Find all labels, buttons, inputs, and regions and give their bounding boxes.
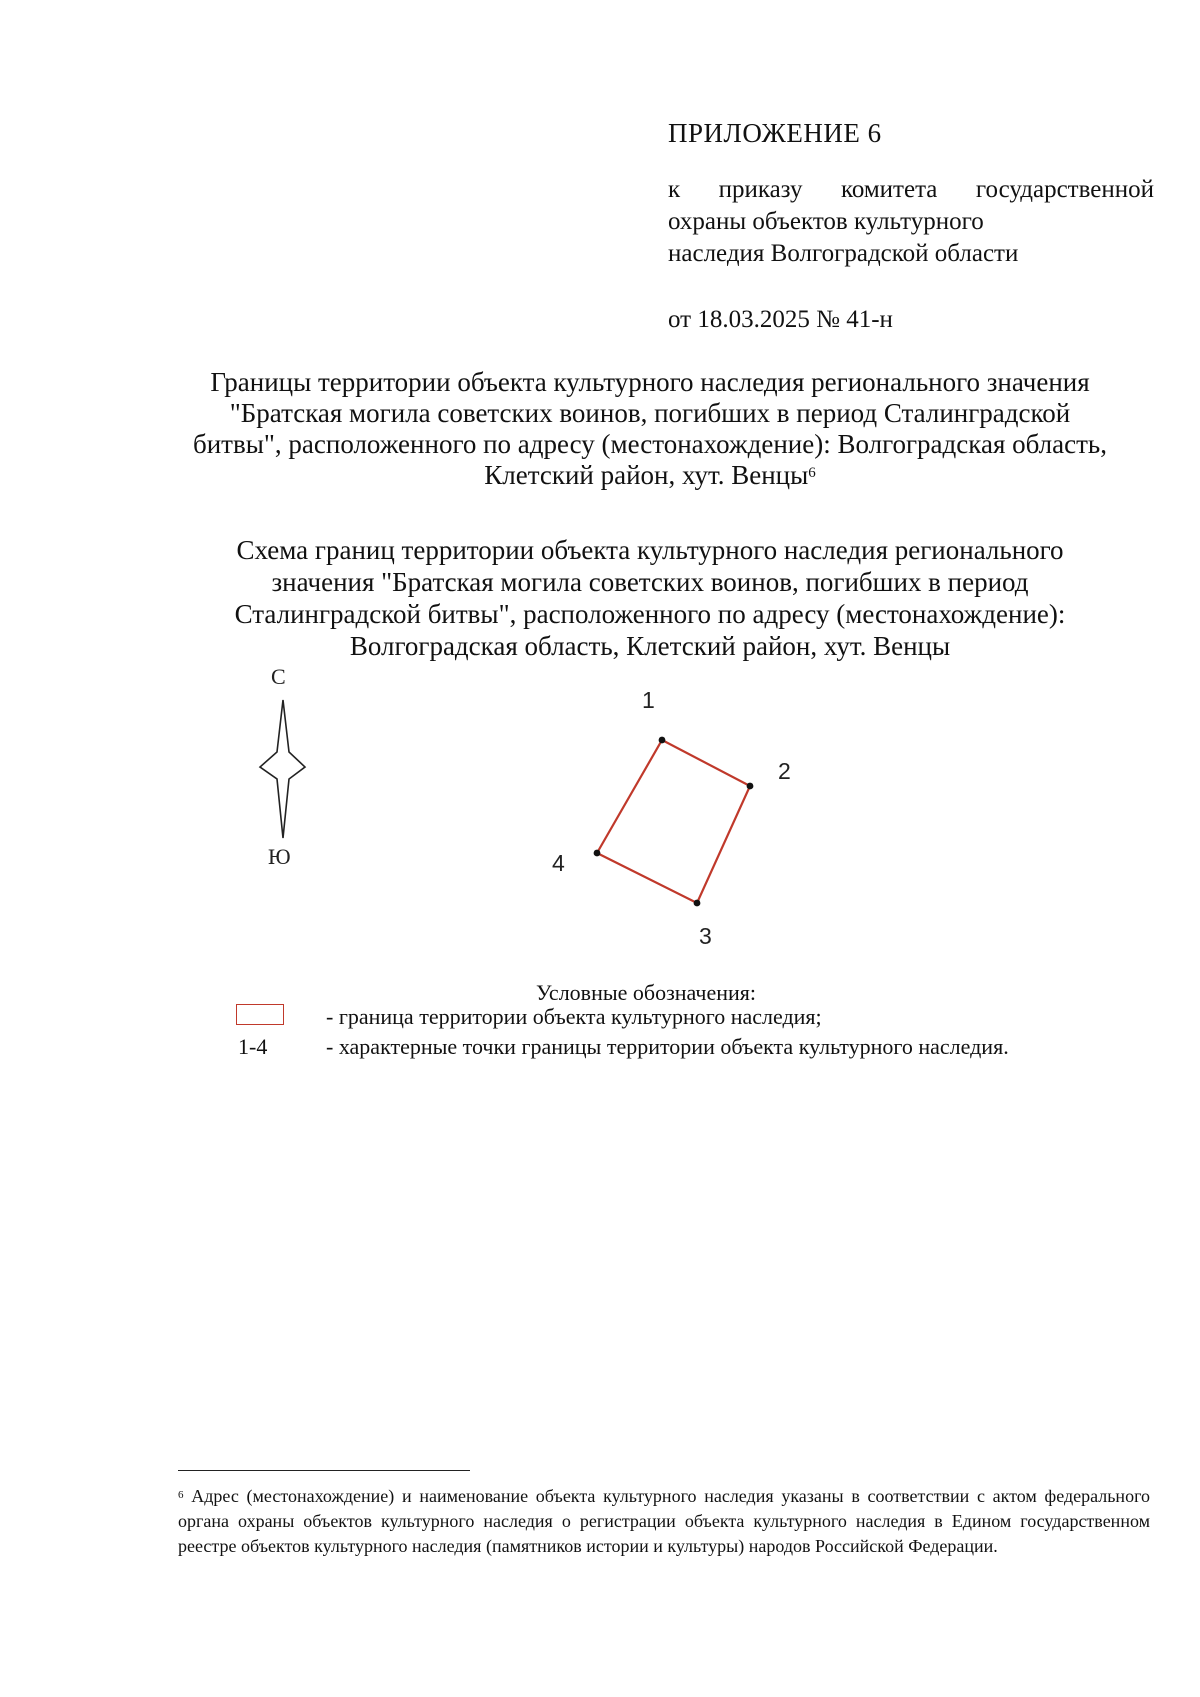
scheme-title-line: значения "Братская могила советских воинов, погибших в период	[271, 567, 1029, 597]
scheme-title-line: Схема границ территории объекта культурного наследия регионального	[236, 535, 1064, 565]
boundary-point-2	[747, 783, 754, 790]
legend-points-description: - характерные точки границы территории объекта культурного наследия.	[326, 1034, 1009, 1059]
point-label-4: 4	[552, 850, 565, 876]
footnote-text: Адрес (местонахождение) и наименование объекта культурного наследия указаны в соответствии с актом федерального органа охраны объектов культурного наследия о регистрации объекта культурного наследия в Едином государственном реестре объектов культурного наследия (памятников истории и культуры) народов Российской Федерации.	[178, 1486, 1150, 1556]
document-title-line4: Клетский район, хут. Венцы	[484, 460, 809, 490]
territory-boundary	[597, 740, 750, 903]
scheme-title-line: Сталинградской битвы", расположенного по адресу (местонахождение):	[234, 599, 1066, 629]
compass-north-label: С	[271, 664, 286, 689]
compass-rose-icon	[260, 700, 305, 838]
order-word: к	[668, 176, 681, 203]
order-reference-line2: охраны объектов культурного	[668, 208, 984, 235]
document-title-line: "Братская могила советских воинов, погибших в период Сталинградской	[229, 398, 1071, 428]
order-reference-line1	[668, 174, 1154, 206]
order-reference	[668, 174, 1154, 270]
scheme-title-line: Волгоградская область, Клетский район, хут. Венцы	[349, 631, 951, 661]
document-title-line: битвы", расположенного по адресу (местонахождение): Волгоградская область,	[193, 429, 1107, 459]
document-title-line: Границы территории объекта культурного наследия регионального значения	[210, 367, 1090, 397]
legend-boundary-swatch	[236, 1004, 284, 1025]
appendix-title: ПРИЛОЖЕНИЕ 6	[668, 118, 882, 148]
compass-south-label: Ю	[268, 844, 291, 869]
point-label-1: 1	[642, 687, 655, 713]
order-word: государственной	[975, 176, 1154, 203]
footnote	[178, 1484, 1150, 1559]
scheme-title	[150, 534, 1150, 662]
boundary-point-4	[594, 850, 601, 857]
legend-heading: Условные обозначения:	[536, 980, 757, 1005]
legend-points-label: 1-4	[238, 1034, 268, 1059]
order-reference-line3: наследия Волгоградской области	[668, 240, 1019, 267]
point-label-3: 3	[699, 923, 712, 949]
footnote-mark: 6	[178, 1489, 184, 1501]
order-word: приказу	[718, 176, 803, 203]
boundary-point-1	[659, 737, 666, 744]
document-title	[150, 367, 1150, 491]
footnote-reference: 6	[808, 465, 816, 481]
boundary-scheme-map	[0, 660, 1200, 960]
document-title-line	[150, 460, 1150, 491]
order-word: комитета	[840, 176, 938, 203]
boundary-point-3	[694, 900, 701, 907]
order-date: от 18.03.2025 № 41-н	[668, 306, 893, 333]
footnote-divider	[178, 1470, 470, 1471]
legend-boundary-description: - граница территории объекта культурного наследия;	[326, 1004, 822, 1029]
point-label-2: 2	[778, 758, 791, 784]
